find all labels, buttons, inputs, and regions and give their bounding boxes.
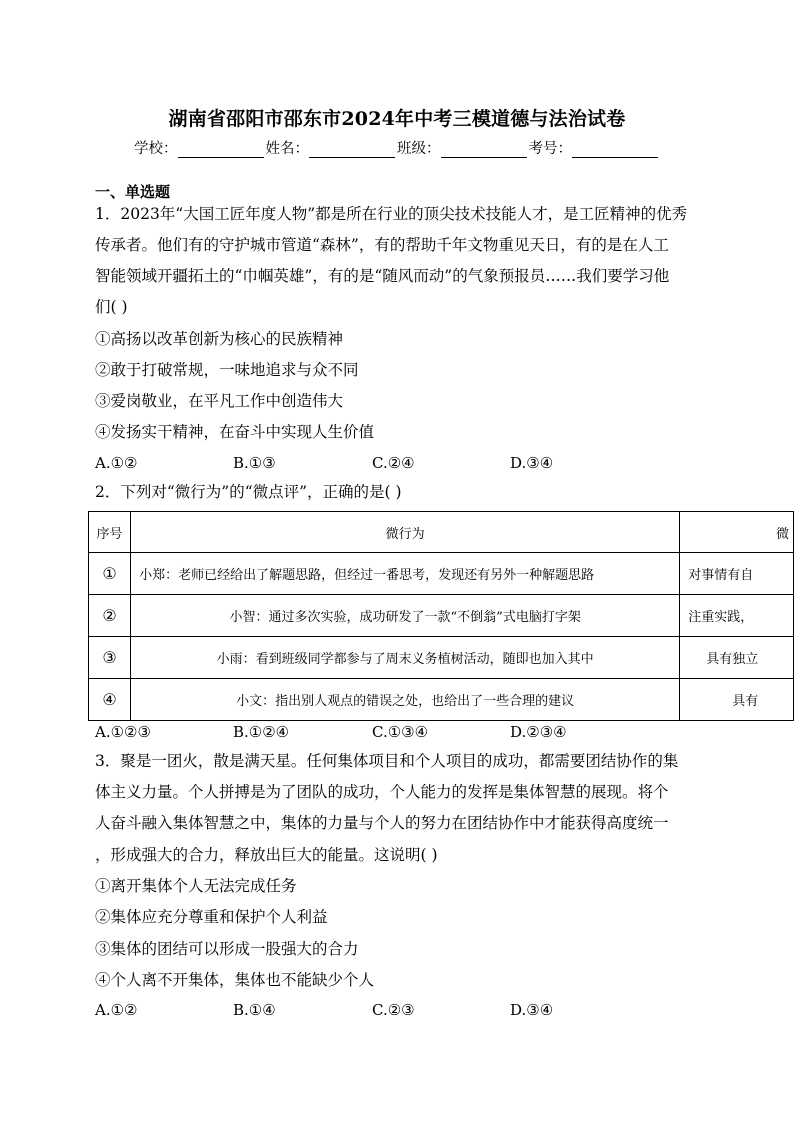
q1-option-c[interactable]: C.②④	[372, 454, 415, 472]
q3-option-a[interactable]: A.①②	[95, 1001, 138, 1019]
row-evaluation	[680, 679, 794, 721]
q3-statement: ②集体应充分尊重和保护个人利益	[95, 908, 328, 926]
name-label: 姓名：	[265, 141, 309, 157]
q1-statement: ①高扬以改革创新为核心的民族精神	[95, 330, 344, 348]
q2-option-b[interactable]: B.①②④	[233, 723, 290, 741]
q1-option-b[interactable]: B.①③	[233, 454, 276, 472]
row-number: ①	[89, 553, 131, 595]
school-label: 学校：	[134, 141, 178, 157]
row-action	[131, 553, 680, 595]
q1-stem-line: 们( )	[95, 298, 128, 316]
table-row	[89, 679, 794, 721]
q1-stem-line: 传承者。他们有的守护城市管道“森林”，有的帮助千年文物重见天日，有的是在人工	[95, 236, 669, 254]
class-blank	[441, 141, 527, 158]
table-row	[89, 553, 794, 595]
q1-statement: ③爱岗敬业，在平凡工作中创造伟大	[95, 392, 344, 410]
exam-title: 湖南省邵阳市邵东市2024年中考三模道德与法治试卷	[168, 108, 626, 130]
row-evaluation-text: 对事情有自	[688, 568, 754, 583]
row-evaluation-text: 注重实践，	[688, 610, 754, 625]
row-evaluation	[680, 637, 794, 679]
q1-stem-line: 智能领域开疆拓土的“巾帼英雄”，有的是“随风而动”的气象预报员……我们要学习他	[95, 267, 670, 285]
row-number: ②	[89, 595, 131, 637]
row-action-text: 小郑：老师已经给出了解题思路，但经过一番思考，发现还有另外一种解题思路	[139, 568, 595, 583]
exam-number-field	[529, 137, 661, 158]
table-header-row	[89, 512, 794, 553]
name-field	[266, 137, 398, 158]
q3-option-c[interactable]: C.②③	[372, 1001, 415, 1019]
section-heading: 一、单选题	[95, 183, 171, 201]
school-field	[134, 137, 266, 158]
row-number: ④	[89, 679, 131, 721]
header-action: 微行为	[131, 512, 680, 553]
q3-statement: ③集体的团结可以形成一股强大的合力	[95, 940, 359, 958]
student-info-row	[0, 137, 794, 158]
q1-statement: ④发扬实干精神，在奋斗中实现人生价值	[95, 423, 375, 441]
exam-number-label: 考号：	[528, 141, 572, 157]
q1-statement: ②敢于打破常规，一味地追求与众不同	[95, 361, 359, 379]
row-evaluation-text: 具有	[732, 694, 759, 709]
row-evaluation	[680, 595, 794, 637]
row-number: ③	[89, 637, 131, 679]
q2-option-a[interactable]: A.①②③	[95, 723, 151, 741]
q2-table	[88, 511, 794, 721]
class-label: 班级：	[397, 141, 441, 157]
exam-number-blank	[572, 141, 658, 158]
header-evaluation: 微	[680, 512, 794, 553]
q3-statement: ①离开集体个人无法完成任务	[95, 877, 297, 895]
school-blank	[178, 141, 264, 158]
row-action: 小智：通过多次实验，成功研发了一款“不倒翁”式电脑打字架	[131, 595, 680, 637]
q2-stem: 2．下列对“微行为”的“微点评”，正确的是( )	[95, 483, 402, 501]
q3-option-b[interactable]: B.①④	[233, 1001, 276, 1019]
name-blank	[309, 141, 395, 158]
table-row	[89, 595, 794, 637]
q3-stem-line: 人奋斗融入集体智慧之中，集体的力量与个人的努力在团结协作中才能获得高度统一	[95, 814, 669, 832]
q1-option-a[interactable]: A.①②	[95, 454, 138, 472]
row-action: 小雨：看到班级同学都参与了周末义务植树活动，随即也加入其中	[131, 637, 680, 679]
header-number: 序号	[89, 512, 131, 553]
q3-stem-line: 3．聚是一团火，散是满天星。任何集体项目和个人项目的成功，都需要团结协作的集	[95, 752, 679, 770]
q3-statement: ④个人离不开集体，集体也不能缺少个人	[95, 971, 375, 989]
q1-option-d[interactable]: D.③④	[510, 454, 554, 472]
row-evaluation-text: 具有独立	[706, 652, 759, 667]
q2-option-d[interactable]: D.②③④	[510, 723, 567, 741]
q3-stem-line: ，形成强大的合力，释放出巨大的能量。这说明( )	[95, 846, 438, 864]
row-evaluation	[680, 553, 794, 595]
q1-stem-line: 1．2023年“大国工匠年度人物”都是所在行业的顶尖技术技能人才，是工匠精神的优秀	[95, 205, 688, 223]
class-field	[397, 137, 529, 158]
row-action: 小文：指出别人观点的错误之处，也给出了一些合理的建议	[131, 679, 680, 721]
q3-stem-line: 体主义力量。个人拼搏是为了团队的成功，个人能力的发挥是集体智慧的展现。将个	[95, 783, 669, 801]
q2-option-c[interactable]: C.①③④	[372, 723, 429, 741]
table-row	[89, 637, 794, 679]
q3-option-d[interactable]: D.③④	[510, 1001, 554, 1019]
